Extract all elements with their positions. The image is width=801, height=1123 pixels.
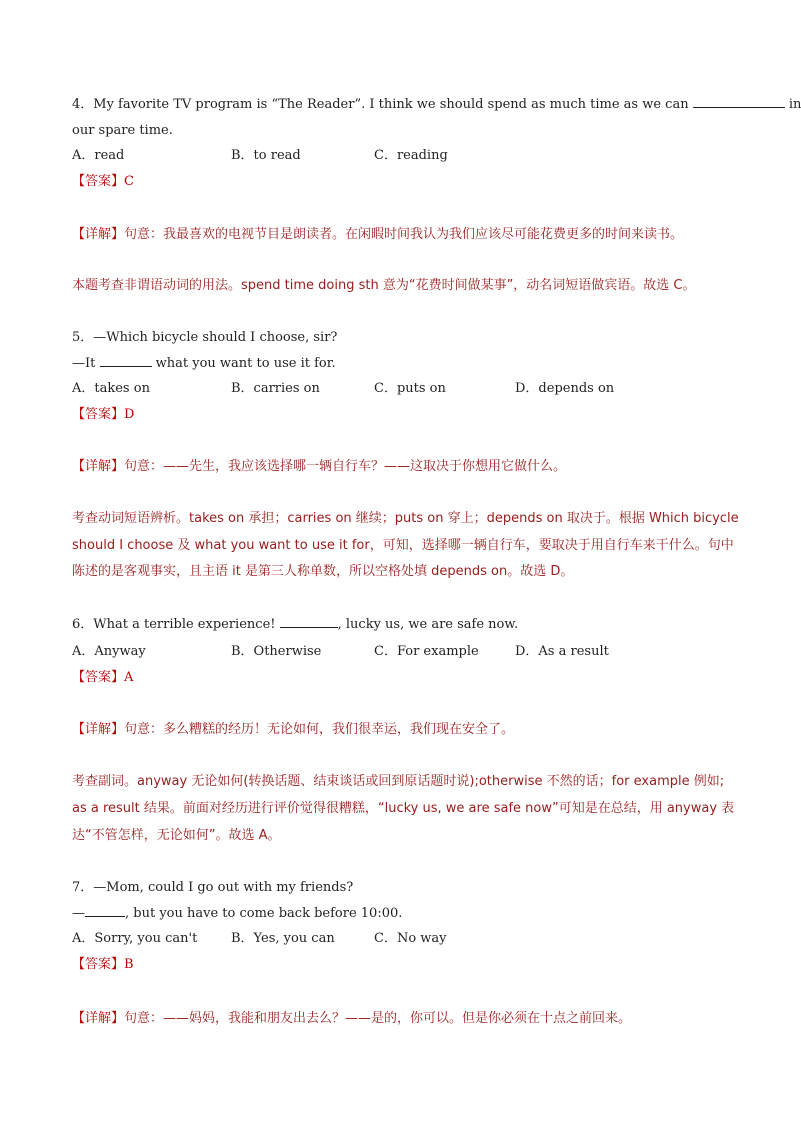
question-5-explanation-line3 — [72, 563, 722, 581]
question-7-detail — [72, 1010, 722, 1028]
question-4-option-a: A．read — [72, 148, 125, 163]
detail-text: 句意：我最喜欢的电视节目是朗读者。在闲暇时间我认为我们应该尽可能花费更多的时间来读书。 — [124, 227, 684, 242]
question-5-answer — [72, 406, 722, 424]
detail-label: 【详解】 — [72, 459, 125, 474]
detail-text: 句意：——先生，我应该选择哪一辆自行车？——这取决于你想用它做什么。 — [124, 459, 567, 474]
question-6-option-b: B．Otherwise — [231, 644, 322, 659]
explanation-text: 陈述的是客观事实，且主语 it 是第三人称单数，所以空格处填 depends on。故选 D。 — [72, 564, 574, 579]
question-5-option-c: C．puts on — [374, 381, 446, 396]
question-6-detail — [72, 721, 722, 739]
detail-label: 【详解】 — [72, 1011, 125, 1026]
question-5-option-b: B．carries on — [231, 381, 320, 396]
explanation-text: 考查副词。anyway 无论如何(转换话题、结束谈话或回到原话题时说);otherwise 不然的话；for example 例如; — [72, 774, 725, 789]
question-4-blank — [693, 107, 785, 108]
question-5-option-a: A．takes on — [72, 381, 150, 396]
detail-label: 【详解】 — [72, 227, 125, 242]
question-4-option-b: B．to read — [231, 148, 301, 163]
question-4-stem-line1 — [72, 96, 801, 114]
answer-label: 【答案】 — [72, 407, 125, 422]
question-6-option-a: A．Anyway — [72, 644, 146, 659]
question-7-stem-line2 — [72, 905, 722, 923]
question-7-text-end: , but you have to come back before 10:00. — [125, 906, 403, 921]
question-4-stem-line2: our spare time. — [72, 123, 173, 138]
question-6-option-c: C．For example — [374, 644, 479, 659]
answer-value: B — [124, 957, 134, 972]
question-6-answer — [72, 669, 722, 687]
question-5-option-d: D．depends on — [515, 381, 615, 396]
question-6-explanation-line1 — [72, 773, 725, 791]
question-7-text-start: — — [72, 906, 85, 921]
question-4-text-end: in — [788, 97, 801, 112]
question-4-detail — [72, 226, 722, 244]
question-5-stem-line1: 5．—Which bicycle should I choose, sir? — [72, 330, 338, 345]
question-7-answer — [72, 956, 722, 974]
question-5-stem-line2 — [72, 355, 722, 373]
explanation-text: 本题考查非谓语动词的用法。spend time doing sth 意为“花费时间做某事”，动名词短语做宾语。故选 C。 — [72, 278, 696, 293]
question-6-text-end: , lucky us, we are safe now. — [337, 617, 519, 632]
answer-label: 【答案】 — [72, 174, 125, 189]
question-5-explanation-line1 — [72, 510, 739, 528]
question-4-text: 4．My favorite TV program is “The Reader”. I think we should spend as much time as we can — [72, 97, 689, 112]
question-7-option-b: B．Yes, you can — [231, 931, 335, 946]
question-6-text-start: 6．What a terrible experience! — [72, 617, 276, 632]
answer-value: C — [124, 174, 134, 189]
answer-value: D — [124, 407, 135, 422]
answer-label: 【答案】 — [72, 957, 125, 972]
question-7-stem-line1: 7．—Mom, could I go out with my friends? — [72, 880, 354, 895]
explanation-text: as a result 结果。前面对经历进行评价觉得很糟糕，“lucky us, we are safe now”可知是在总结，用 anyway 表 — [72, 801, 735, 816]
question-5-explanation-line2 — [72, 537, 734, 555]
question-7-option-c: C．No way — [374, 931, 447, 946]
explanation-text: 考查动词短语辨析。takes on 承担；carries on 继续；puts on 穿上；depends on 取决于。根据 Which bicycle — [72, 511, 739, 526]
question-5-text-end: what you want to use it for. — [155, 356, 336, 371]
question-6-option-d: D．As a result — [515, 644, 609, 659]
question-6-explanation-line3 — [72, 827, 722, 845]
answer-value: A — [124, 670, 134, 685]
detail-text: 句意：——妈妈，我能和朋友出去么？——是的，你可以。但是你必须在十点之前回来。 — [124, 1011, 632, 1026]
question-5-text-start: —It — [72, 356, 96, 371]
question-6-blank — [280, 627, 338, 628]
question-4-answer — [72, 173, 722, 191]
question-4-option-c: C．reading — [374, 148, 448, 163]
question-5-detail — [72, 458, 722, 476]
question-7-blank — [85, 916, 125, 917]
answer-label: 【答案】 — [72, 670, 125, 685]
explanation-text: 达“不管怎样，无论如何”。故选 A。 — [72, 828, 281, 843]
question-6-stem — [72, 616, 722, 634]
question-4-explanation — [72, 277, 722, 295]
question-5-blank — [100, 366, 152, 367]
question-7-option-a: A．Sorry, you can't — [72, 931, 198, 946]
question-6-explanation-line2 — [72, 800, 735, 818]
detail-label: 【详解】 — [72, 722, 125, 737]
detail-text: 句意：多么糟糕的经历！无论如何，我们很幸运，我们现在安全了。 — [124, 722, 515, 737]
explanation-text: should I choose 及 what you want to use it for，可知，选择哪一辆自行车，要取决于用自行车来干什么。句中 — [72, 538, 734, 553]
